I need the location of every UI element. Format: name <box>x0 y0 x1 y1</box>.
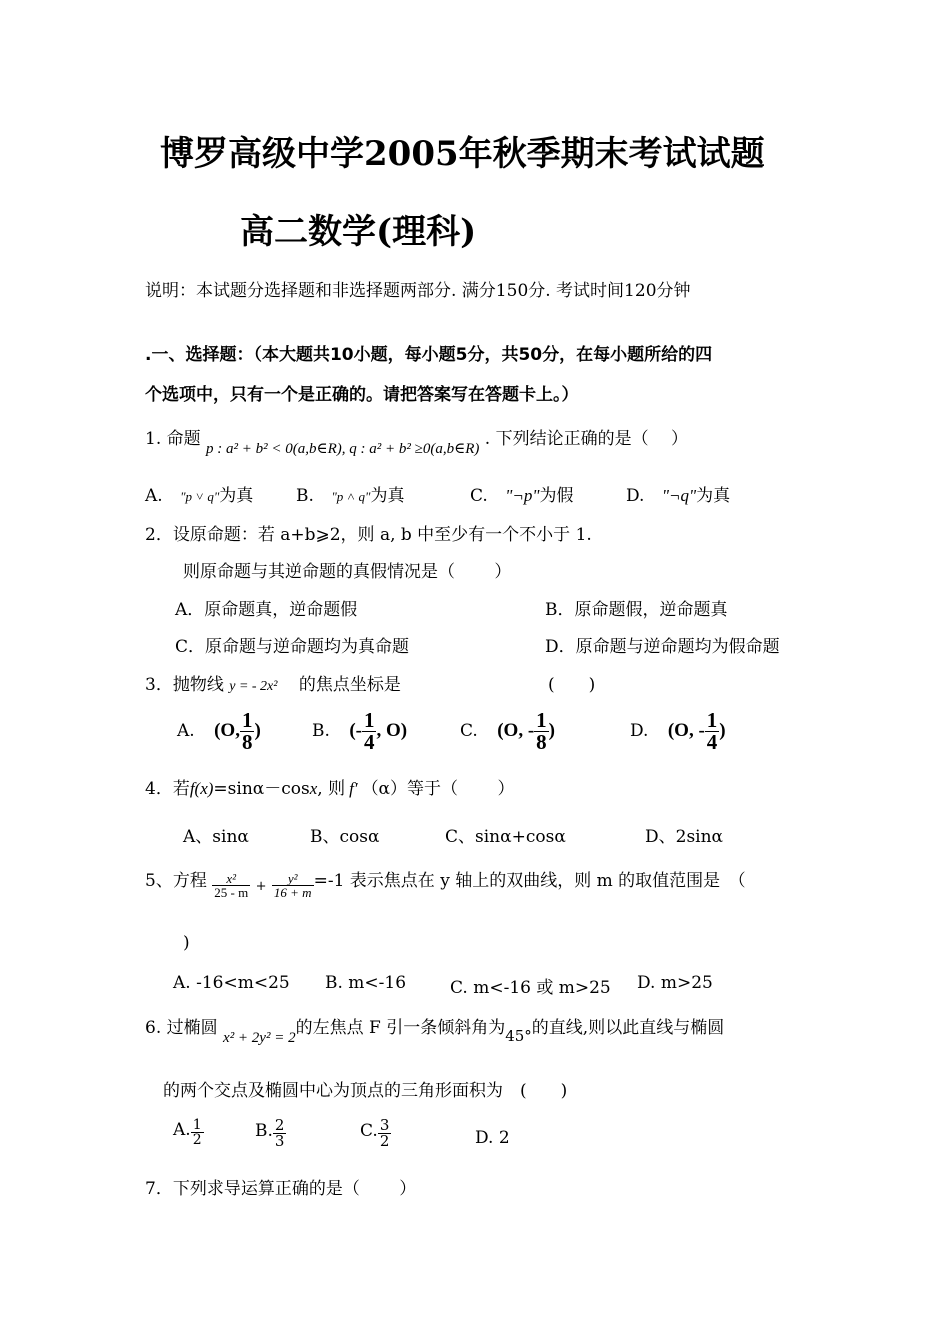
question-7: 7．下列求导运算正确的是（ ） <box>145 1179 417 1199</box>
q6-option-b[interactable]: B. $\frac{2}{3}$ <box>255 1116 285 1150</box>
q5-option-d[interactable]: D. m>25 <box>637 973 713 993</box>
q1-option-b[interactable]: B. "p ˄ q"为真 <box>296 486 405 506</box>
q4-option-b[interactable]: B、cosα <box>310 827 380 847</box>
question-6: 6. 过椭圆 x² + 2y² = 2的左焦点 F 引一条倾斜角为45°的直线,则以此直线与椭圆 <box>145 1018 725 1046</box>
section-heading-line1: .一、选择题：（本大题共10小题，每小题5分，共50分，在每小题所给的四 <box>145 345 713 365</box>
q2-option-b[interactable]: B．原命题假，逆命题真 <box>545 600 728 620</box>
q2-sub-question: 则原命题与其逆命题的真假情况是（ ） <box>183 562 512 582</box>
q2-option-c[interactable]: C．原命题与逆命题均为真命题 <box>175 637 410 657</box>
q3-formula: y = - 2x² <box>229 679 278 694</box>
q4-option-d[interactable]: D、2sinα <box>645 827 724 847</box>
q6-option-d[interactable]: D. 2 <box>475 1128 510 1148</box>
q6-option-a[interactable]: A. $\frac{1}{2}$ <box>173 1117 202 1148</box>
q1-option-d[interactable]: D. "¬q"为真 <box>626 486 731 506</box>
question-4: 4．若f(x)=sinα－cosx, 则 f′ （α）等于（ ） <box>145 779 515 799</box>
section-heading-line2: 个选项中，只有一个是正确的。请把答案写在答题卡上。） <box>145 385 579 405</box>
exam-instructions: 说明：本试题分选择题和非选择题两部分. 满分150分. 考试时间120分钟 <box>145 281 691 301</box>
exam-title: 博罗高级中学2005年秋季期末考试试题 <box>160 134 765 174</box>
q5-option-c[interactable]: C. m<-16 或 m>25 <box>450 978 611 998</box>
exam-subtitle: 高二数学(理科) <box>240 212 477 252</box>
q2-option-d[interactable]: D．原命题与逆命题均为假命题 <box>545 637 780 657</box>
q3-option-d[interactable]: D. (O, - $\frac{1}{4}$ ) <box>630 708 726 754</box>
q6-angle: 45° <box>505 1027 532 1045</box>
q3-answer-paren: ( ) <box>548 675 596 695</box>
q1-formula: p : a² + b² < 0(a,b∈R), q : a² + b² ≥0(a,b∈R) <box>206 441 480 457</box>
q1-option-c[interactable]: C. "¬p"为假 <box>470 486 574 506</box>
q6-line2: 的两个交点及椭圆中心为顶点的三角形面积为 ( ) <box>163 1081 568 1101</box>
q3-option-b[interactable]: B. (- $\frac{1}{4}$ , O) <box>312 708 408 754</box>
q5-option-a[interactable]: A. -16<m<25 <box>173 973 290 993</box>
q3-option-a[interactable]: A. (O, $\frac{1}{8}$ ) <box>177 708 261 754</box>
q2-option-a[interactable]: A．原命题真，逆命题假 <box>175 600 358 620</box>
question-1 <box>145 424 688 457</box>
question-5: 5、方程 $\frac{\text{x²}}{25 - m}$ + $\frac{\text{y²}}{16 + m}$ =-1 表示焦点在 y 轴上的双曲线，则 m 的取值范围是 （ <box>145 871 746 900</box>
q1-suffix: . 下列结论正确的是（ ） <box>484 429 688 449</box>
q5-option-b[interactable]: B. m<-16 <box>325 973 407 993</box>
q6-option-c[interactable]: C. $\frac{3}{2}$ <box>360 1116 390 1150</box>
q4-option-c[interactable]: C、sinα+cosα <box>445 827 566 847</box>
q4-option-a[interactable]: A、sinα <box>183 827 249 847</box>
question-3: 3．抛物线 y = - 2x² 的焦点坐标是 <box>145 675 401 695</box>
q1-option-a[interactable]: A. "p ˅ q"为真 <box>145 486 254 506</box>
q1-prefix: 1. 命题 <box>145 429 201 449</box>
q6-formula: x² + 2y² = 2 <box>223 1030 296 1046</box>
question-2: 2．设原命题：若 a+b⩾2，则 a, b 中至少有一个不小于 1. <box>145 525 592 545</box>
q5-close-paren: ) <box>183 933 190 953</box>
q3-option-c[interactable]: C. (O, - $\frac{1}{8}$ ) <box>460 708 555 754</box>
